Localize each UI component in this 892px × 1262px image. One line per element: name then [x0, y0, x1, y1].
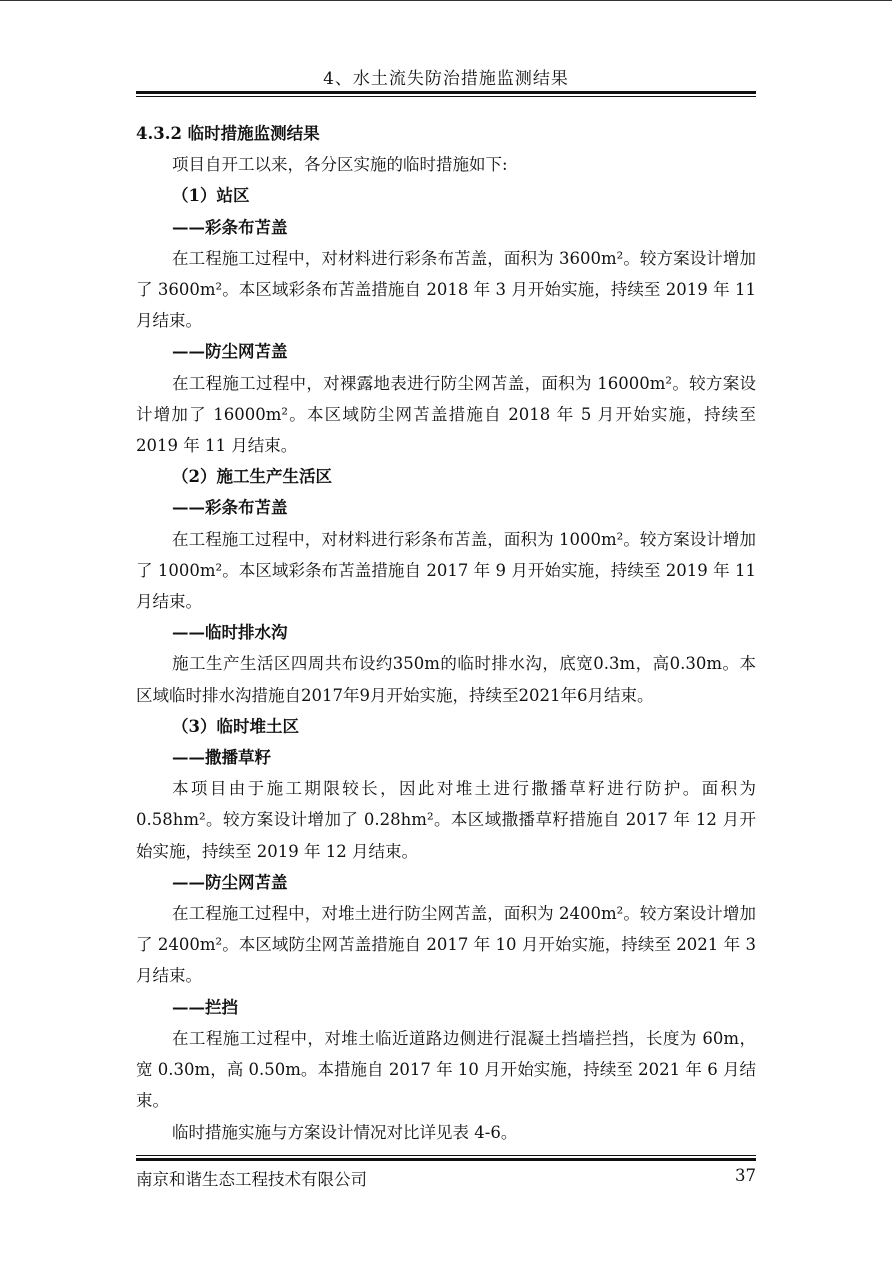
header-rule-thin — [136, 96, 756, 97]
measure-text: 在工程施工过程中，对裸露地表进行防尘网苫盖，面积为 16000m²。较方案设计增加了 16000m²。本区域防尘网苫盖措施自 2018 年 5 月开始实施，持续至 2019 年 11 月结束。 — [136, 373, 756, 456]
page-top-border — [0, 0, 892, 1]
section-title: 4.3.2 临时措施监测结果 — [136, 124, 320, 143]
measure-title: ——临时排水沟 — [172, 623, 288, 643]
measure-text: 在工程施工过程中，对材料进行彩条布苫盖，面积为 1000m²。较方案设计增加了 1000m²。本区域彩条布苫盖措施自 2017 年 9 月开始实施，持续至 2019 年 11 月结束。 — [136, 529, 756, 612]
document-body — [136, 118, 756, 1148]
measure-text: 在工程施工过程中，对堆土临近道路边侧进行混凝土挡墙拦挡，长度为 60m，宽 0.30m，高 0.50m。本措施自 2017 年 10 月开始实施，持续至 2021 年 6 月结束。 — [136, 1028, 756, 1111]
header-rule — [136, 91, 756, 94]
measure-text: 施工生产生活区四周共布设约350m的临时排水沟，底宽0.3m，高0.30m。本区域临时排水沟措施自2017年9月开始实施，持续至2021年6月结束。 — [136, 654, 756, 705]
measure-text: 在工程施工过程中，对堆土进行防尘网苫盖，面积为 2400m²。较方案设计增加了 2400m²。本区域防尘网苫盖措施自 2017 年 10 月开始实施，持续至 2021 年 3 月结束。 — [136, 904, 756, 986]
page-header-title: 4、水土流失防治措施监测结果 — [323, 69, 569, 89]
zone-title: （2）施工生产生活区 — [172, 467, 332, 487]
footer-rule-thin — [136, 1155, 756, 1156]
zone-title: （3）临时堆土区 — [172, 716, 299, 736]
footer-company: 南京和谐生态工程技术有限公司 — [136, 1170, 367, 1189]
measure-title: ——拦挡 — [172, 997, 238, 1017]
section-intro: 项目自开工以来，各分区实施的临时措施如下: — [172, 155, 508, 175]
measure-title: ——彩条布苫盖 — [172, 498, 288, 518]
page-number: 37 — [735, 1166, 756, 1185]
measure-text: 在工程施工过程中，对材料进行彩条布苫盖，面积为 3600m²。较方案设计增加了 3600m²。本区域彩条布苫盖措施自 2018 年 3 月开始实施，持续至 2019 年 11 月结束。 — [136, 248, 756, 331]
measure-title: ——撒播草籽 — [172, 748, 271, 768]
measure-title: ——防尘网苫盖 — [172, 342, 288, 362]
measure-title: ——彩条布苫盖 — [172, 217, 288, 237]
closing-text: 临时措施实施与方案设计情况对比详见表 4-6。 — [172, 1122, 518, 1142]
zone-title: （1）站区 — [172, 186, 250, 206]
measure-text: 本项目由于施工期限较长，因此对堆土进行撒播草籽进行防护。面积为 0.58hm²。较方案设计增加了 0.28hm²。本区域撒播草籽措施自 2017 年 12 月开始实施，持续至 2019 年 12 月结束。 — [136, 779, 756, 861]
measure-title: ——防尘网苫盖 — [172, 872, 288, 892]
footer-rule — [136, 1158, 756, 1161]
